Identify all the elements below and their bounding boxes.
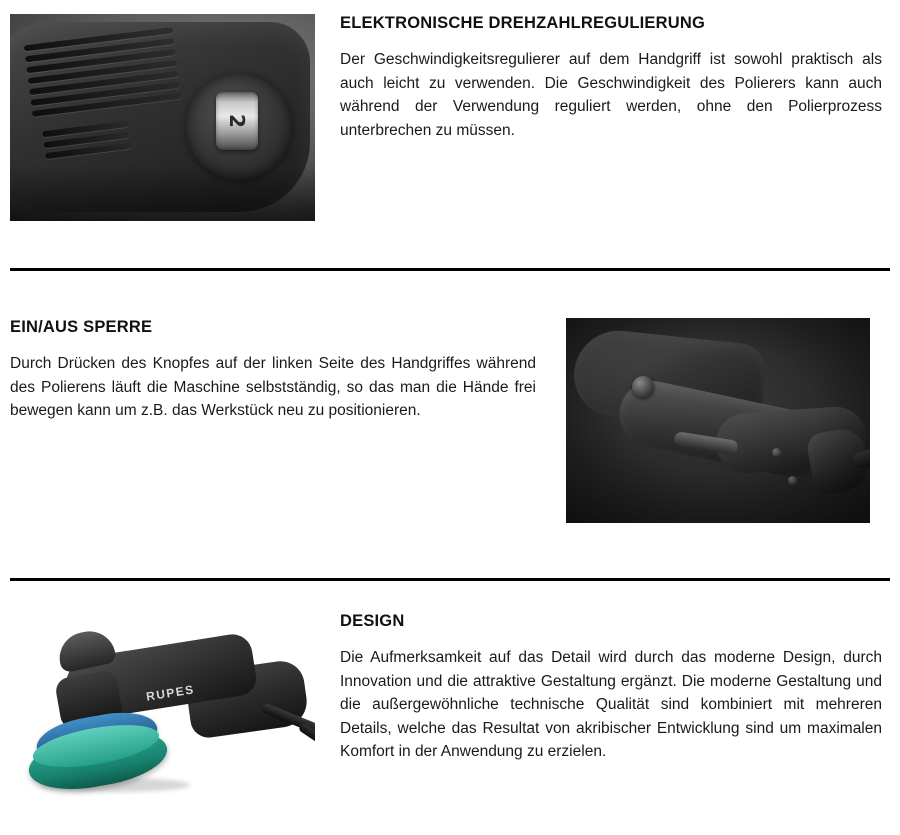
section-1-text-column [330, 14, 900, 142]
section-2-media-column [566, 318, 890, 523]
brand-logo-text: RUPES [145, 682, 196, 704]
section-3-text-column [330, 612, 900, 764]
section-3-title: DESIGN [340, 612, 405, 630]
section-divider-2 [10, 578, 890, 581]
section-1-body: Der Geschwindigkeitsregulierer auf dem Handgriff ist sowohl praktisch als auch leicht zu verwenden. Die Geschwindigkeit des Polierers kann auch während der Verwendung reguliert werden, ohne den Polierprozess unterbrechen zu müssen. [340, 51, 882, 139]
photo-vignette [566, 318, 870, 523]
section-3-media-column [0, 612, 330, 817]
section-2-title: EIN/AUS SPERRE [10, 318, 153, 336]
section-1-media-column [0, 14, 330, 221]
section-2-body: Durch Drücken des Knopfes auf der linken Seite des Handgriffes während des Polierens läuft die Maschine selbstständig, so das man die Hände frei bewegen kann um z.B. das Werkstück neu zu positionieren. [10, 355, 536, 420]
section-divider-1 [10, 268, 890, 271]
section-2-text-column [0, 318, 566, 423]
section-drehzahlregulierung [0, 14, 900, 221]
speed-dial-number: 2 [224, 114, 249, 128]
full-polisher-photo [10, 612, 315, 817]
photo-bottom-shadow [10, 165, 315, 221]
handle-lock-button-photo [566, 318, 870, 523]
section-3-body: Die Aufmerksamkeit auf das Detail wird durch das moderne Design, durch Innovation und die attraktive Gestaltung ergänzt. Die moderne Gestaltung und die außergewöhnliche technische Qualität sind kombiniert mit mehreren Details, welche das Resultat von akribischer Entwicklung sind um maximalen Komfort in der Anwendung zu erzielen. [340, 649, 882, 761]
section-1-title: ELEKTRONISCHE DREHZAHLREGULIERUNG [340, 14, 706, 32]
speed-dial-wheel [216, 92, 258, 150]
section-design [0, 612, 900, 817]
section-ein-aus-sperre [0, 318, 900, 523]
speed-dial-closeup-photo [10, 14, 315, 221]
